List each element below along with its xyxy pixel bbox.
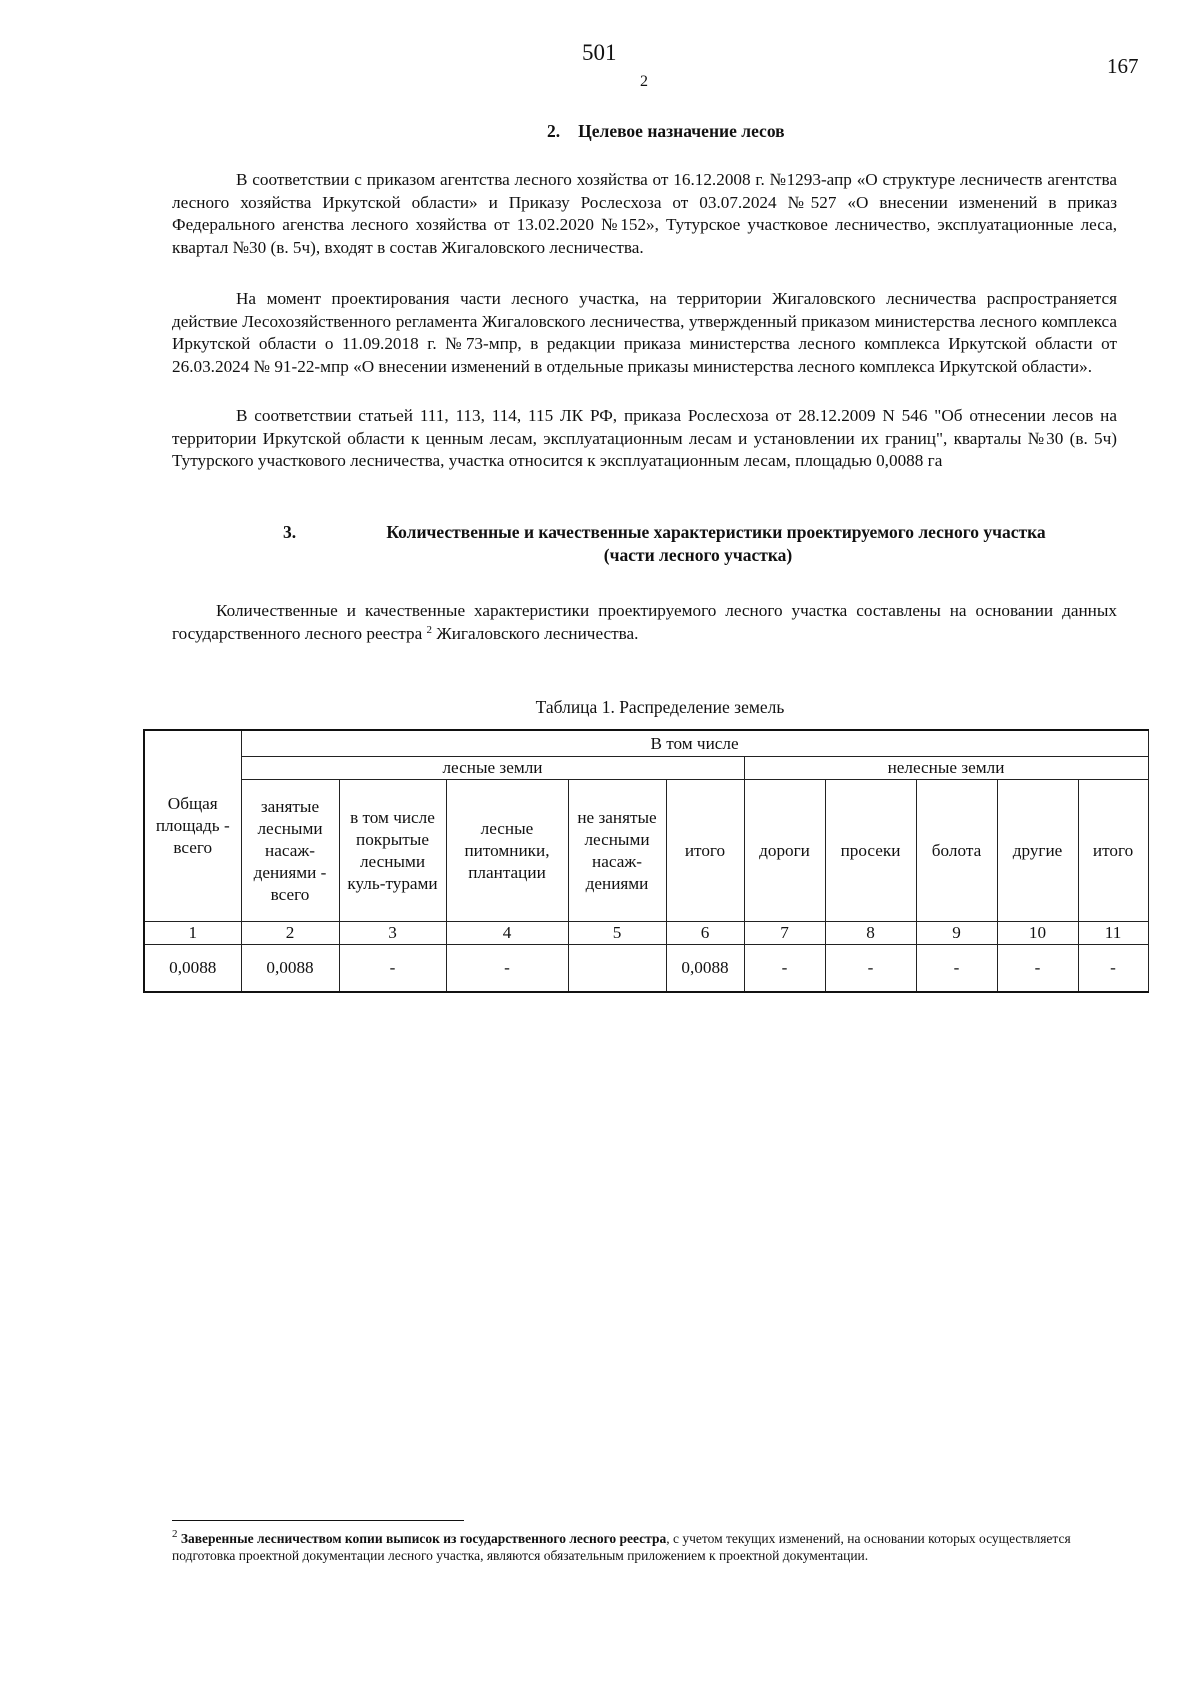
section-3-text: Количественные и качественные характеристики проектируемого лесного участка составлены на основании данных государственного лесного реестра bbox=[172, 601, 1117, 643]
column-header: болота bbox=[916, 780, 997, 922]
section-2-heading bbox=[547, 121, 785, 142]
column-number: 6 bbox=[666, 922, 744, 945]
page-number-sub: 2 bbox=[640, 73, 648, 90]
page-number-top: 501 bbox=[582, 40, 617, 65]
column-number: 11 bbox=[1078, 922, 1148, 945]
section-3-text-end: Жигаловского лесничества. bbox=[436, 623, 639, 643]
column-header: итого bbox=[1078, 780, 1148, 922]
table-cell: - bbox=[744, 945, 825, 993]
column-number: 4 bbox=[446, 922, 568, 945]
footnote-ref: 2 bbox=[426, 623, 433, 636]
section-2-number: 2. bbox=[547, 121, 561, 141]
column-header: дороги bbox=[744, 780, 825, 922]
table-cell: - bbox=[916, 945, 997, 993]
column-number: 5 bbox=[568, 922, 666, 945]
column-number: 1 bbox=[144, 922, 241, 945]
section-3-title-line1: Количественные и качественные характеристики проектируемого лесного участка bbox=[386, 522, 1046, 542]
page-number-corner: 167 bbox=[1107, 54, 1139, 78]
table-cell: - bbox=[997, 945, 1078, 993]
column-header: в том числе покрытые лесными куль-турами bbox=[339, 780, 446, 922]
section-2-paragraph-2: На момент проектирования части лесного участка, на территории Жигаловского лесничества распространяется действие Лесохозяйственного регламента Жигаловского лесничества, утвержденный приказом министерства лесного комплекса Иркутской области о 11.09.2018 г. №73-мпр, в редакции приказа министерства лесного комплекса Иркутской области от 26.03.2024 № 91-22-мпр «О внесении изменений в отдельные приказы министерства лесного комплекса Иркутской области». bbox=[172, 289, 1117, 376]
nonforest-lands-header: нелесные земли bbox=[744, 757, 1148, 780]
section-2-paragraph-1: В соответствии с приказом агентства лесного хозяйства от 16.12.2008 г. №1293-апр «О структуре лесничеств агентства лесного хозяйства Иркутской области» и Приказу Рослесхоза от 03.07.2024 №527 «О внесении изменений в приказ Федерального агенства лесного хозяйства от 13.02.2020 №152», Тутурское участковое лесничество, эксплуатационные леса, квартал №30 (в. 5ч), входят в состав Жигаловского лесничества. bbox=[172, 170, 1117, 257]
section-3-paragraph bbox=[172, 600, 1117, 645]
total-area-header: Общая площадь - всего bbox=[144, 730, 241, 922]
section-3-number: 3. bbox=[283, 522, 297, 542]
column-header: не занятые лесными насаж-дениями bbox=[568, 780, 666, 922]
footnote-text: , с учетом текущих изменений, на основании которых осуществляется подготовка проектной документации лесного участка, являются обязательным приложением к проектной документации. bbox=[172, 1531, 1071, 1563]
column-header: другие bbox=[997, 780, 1078, 922]
footnote-separator bbox=[172, 1520, 464, 1521]
footnote-bold-text: Заверенные лесничеством копии выписок из государственного лесного реестра bbox=[180, 1531, 667, 1546]
section-3-heading bbox=[283, 521, 1113, 567]
table-cell: - bbox=[1078, 945, 1148, 993]
section-2-title: Целевое назначение лесов bbox=[578, 121, 785, 141]
column-number: 9 bbox=[916, 922, 997, 945]
table-cell bbox=[568, 945, 666, 993]
section-2-paragraph-3: В соответствии статьей 111, 113, 114, 115 ЛК РФ, приказа Рослесхоза от 28.12.2009 N 546 "Об отнесении лесов на территории Иркутской области к ценным лесам, эксплуатационным лесам и установлении их границ", кварталы №30 (в. 5ч) Тутурского участкового лесничества, участка относится к эксплуатационным лесам, площадью 0,0088 га bbox=[172, 406, 1117, 470]
section-3-title-line2: (части лесного участка) bbox=[603, 545, 793, 565]
table-cell: - bbox=[446, 945, 568, 993]
column-number: 2 bbox=[241, 922, 339, 945]
column-header: занятые лесными насаж-дениями - всего bbox=[241, 780, 339, 922]
table-cell: 0,0088 bbox=[241, 945, 339, 993]
column-number: 8 bbox=[825, 922, 916, 945]
column-header: итого bbox=[666, 780, 744, 922]
column-header: просеки bbox=[825, 780, 916, 922]
table-cell: - bbox=[339, 945, 446, 993]
column-header: лесные питомники, плантации bbox=[446, 780, 568, 922]
footnote bbox=[172, 1530, 1092, 1564]
column-number: 10 bbox=[997, 922, 1078, 945]
including-header: В том числе bbox=[241, 730, 1148, 757]
footnote-marker: 2 bbox=[172, 1528, 178, 1540]
column-number: 3 bbox=[339, 922, 446, 945]
table-cell: - bbox=[825, 945, 916, 993]
forest-lands-header: лесные земли bbox=[241, 757, 744, 780]
table-cell: 0,0088 bbox=[144, 945, 241, 993]
land-distribution-table bbox=[143, 729, 1149, 993]
table-cell: 0,0088 bbox=[666, 945, 744, 993]
table-caption: Таблица 1. Распределение земель bbox=[535, 697, 785, 717]
column-number: 7 bbox=[744, 922, 825, 945]
